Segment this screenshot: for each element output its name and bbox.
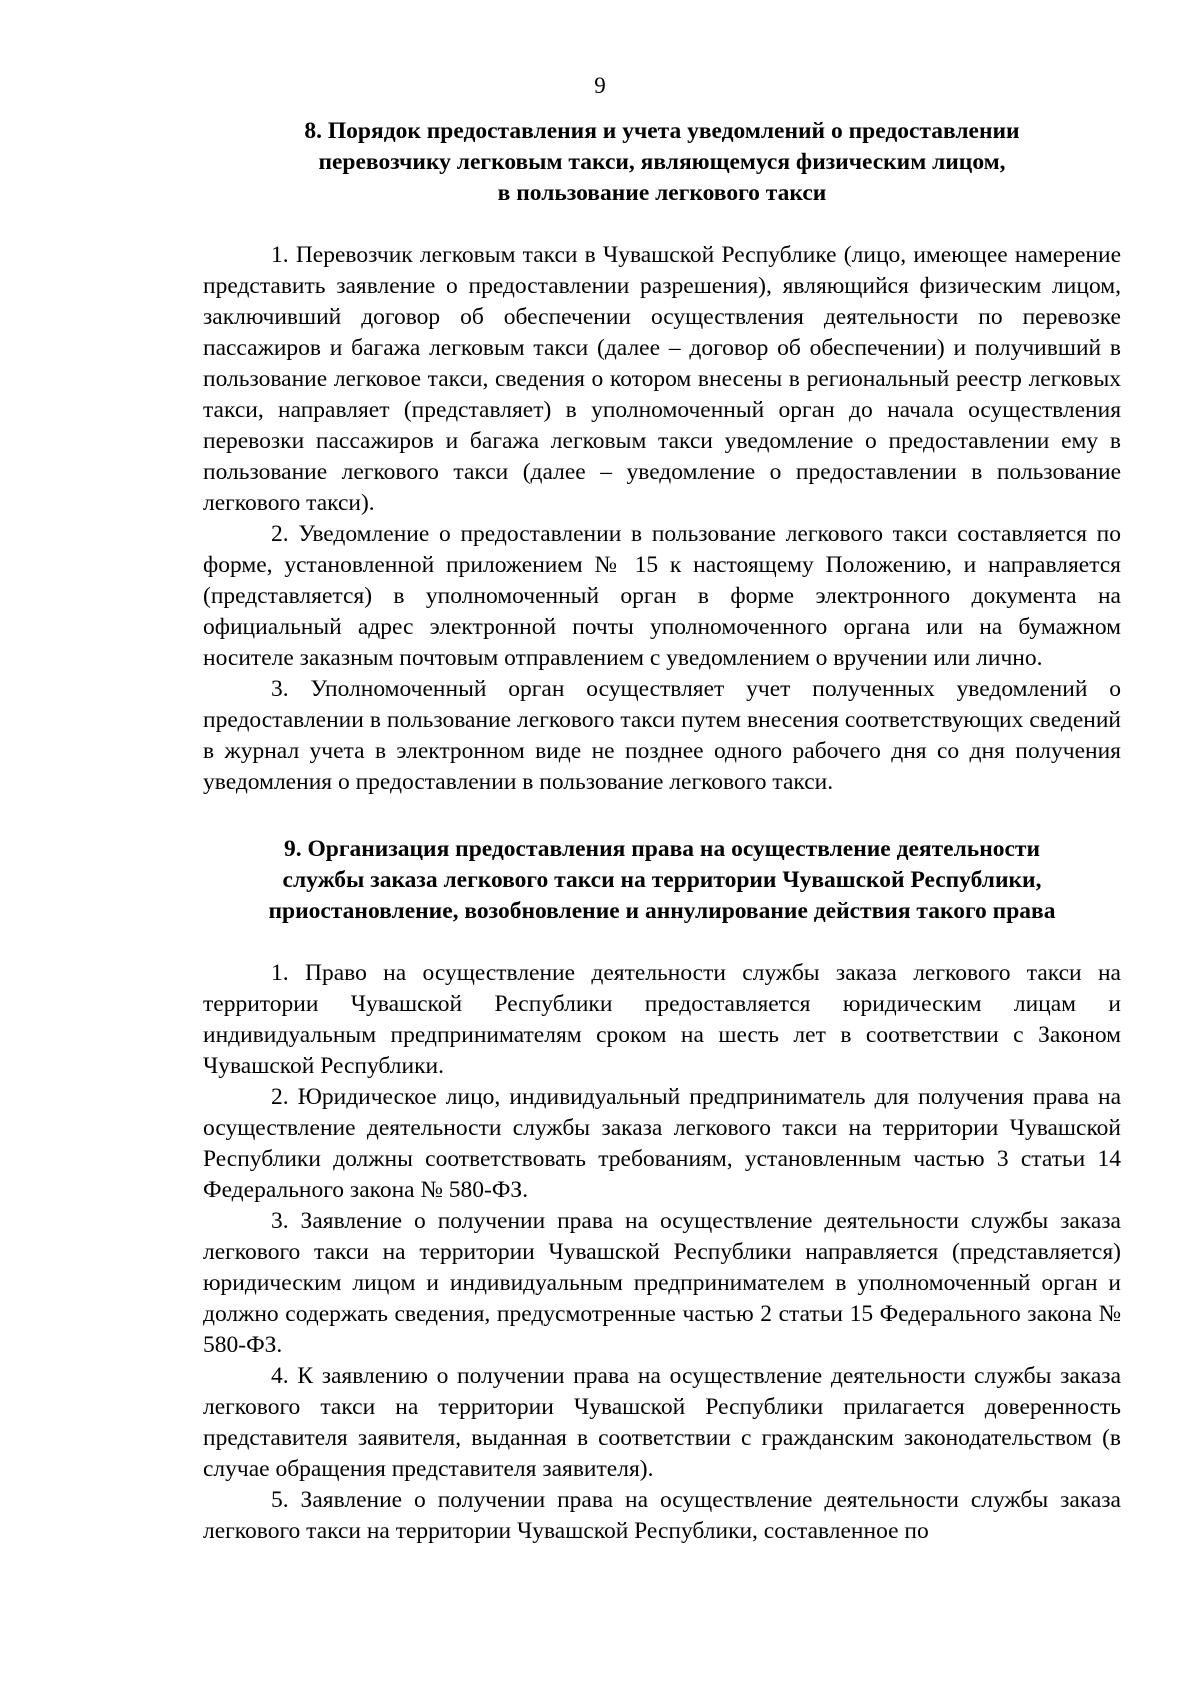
section-8-paragraph-3: 3. Уполномоченный орган осуществляет учет полученных уведомлений о предоставлении в пользование легкового такси путем внесения соответствующих сведений в журнал учета в электронном виде не позднее одного рабочего дня со дня получения уведомления о предоставлении в пользование легкового такси. bbox=[203, 676, 1121, 795]
document-body bbox=[203, 116, 1121, 1547]
section-9-paragraph-1: 1. Право на осуществление деятельности службы заказа легкового такси на территории Чувашской Республики предоставляется юридическим лицам и индивидуальным предпринимателям сроком на шесть лет в соответствии с Законом Чувашской Республики. bbox=[203, 960, 1121, 1079]
section-8-heading-line-2: перевозчику легковым такси, являющемуся физическим лицом, bbox=[318, 149, 1006, 175]
section-8-heading-line-3: в пользование легкового такси bbox=[497, 180, 827, 206]
section-9-heading bbox=[203, 834, 1121, 927]
section-8-paragraph-2: 2. Уведомление о предоставлении в пользование легкового такси составляется по форме, установленной приложением № 15 к настоящему Положению, и направляется (представляется) в уполномоченный орган в форме электронного документа на официальный адрес электронной почты уполномоченного органа или на бумажном носителе заказным почтовым отправлением с уведомлением о вручении или лично. bbox=[203, 521, 1121, 671]
section-9-paragraph-4: 4. К заявлению о получении права на осуществление деятельности службы заказа легкового такси на территории Чувашской Республики прилагается доверенность представителя заявителя, выданная в соответствии с гражданским законодательством (в случае обращения представителя заявителя). bbox=[203, 1363, 1121, 1482]
section-9-heading-line-3: приостановление, возобновление и аннулирование действия такого права bbox=[268, 898, 1056, 924]
section-9-heading-line-1: 9. Организация предоставления права на осуществление деятельности bbox=[283, 836, 1041, 862]
section-8-body bbox=[203, 240, 1121, 798]
section-9-paragraph-3: 3. Заявление о получении права на осуществление деятельности службы заказа легкового такси на территории Чувашской Республики направляется (представляется) юридическим лицом и индивидуальным предпринимателем в уполномоченный орган и должно содержать сведения, предусмотренные частью 2 статьи 15 Федерального закона № 580-ФЗ. bbox=[203, 1208, 1121, 1358]
section-8-heading bbox=[203, 116, 1121, 209]
section-9-paragraph-2: 2. Юридическое лицо, индивидуальный предприниматель для получения права на осуществление деятельности службы заказа легкового такси на территории Чувашской Республики должны соответствовать требованиям, установленным частью 3 статьи 14 Федерального закона № 580-ФЗ. bbox=[203, 1084, 1121, 1203]
section-8-paragraph-1: 1. Перевозчик легковым такси в Чувашской Республике (лицо, имеющее намерение представить заявление о предоставлении разрешения), являющийся физическим лицом, заключивший договор об обеспечении осуществления деятельности по перевозке пассажиров и багажа легковым такси (далее – договор об обеспечении) и получивший в пользование легковое такси, сведения о котором внесены в региональный реестр легковых такси, направляет (представляет) в уполномоченный орган до начала осуществления перевозки пассажиров и багажа легковым такси уведомление о предоставлении ему в пользование легкового такси (далее – уведомление о предоставлении в пользование легкового такси). bbox=[203, 242, 1121, 516]
section-9-paragraph-5: 5. Заявление о получении права на осуществление деятельности службы заказа легкового такси на территории Чувашской Республики, составленное по bbox=[203, 1487, 1121, 1544]
page-number: 9 bbox=[594, 73, 606, 98]
section-8-heading-line-1: 8. Порядок предоставления и учета уведомлений о предоставлении bbox=[304, 118, 1020, 144]
section-9-body bbox=[203, 958, 1121, 1547]
section-9-heading-line-2: службы заказа легкового такси на территории Чувашской Республики, bbox=[282, 867, 1042, 893]
